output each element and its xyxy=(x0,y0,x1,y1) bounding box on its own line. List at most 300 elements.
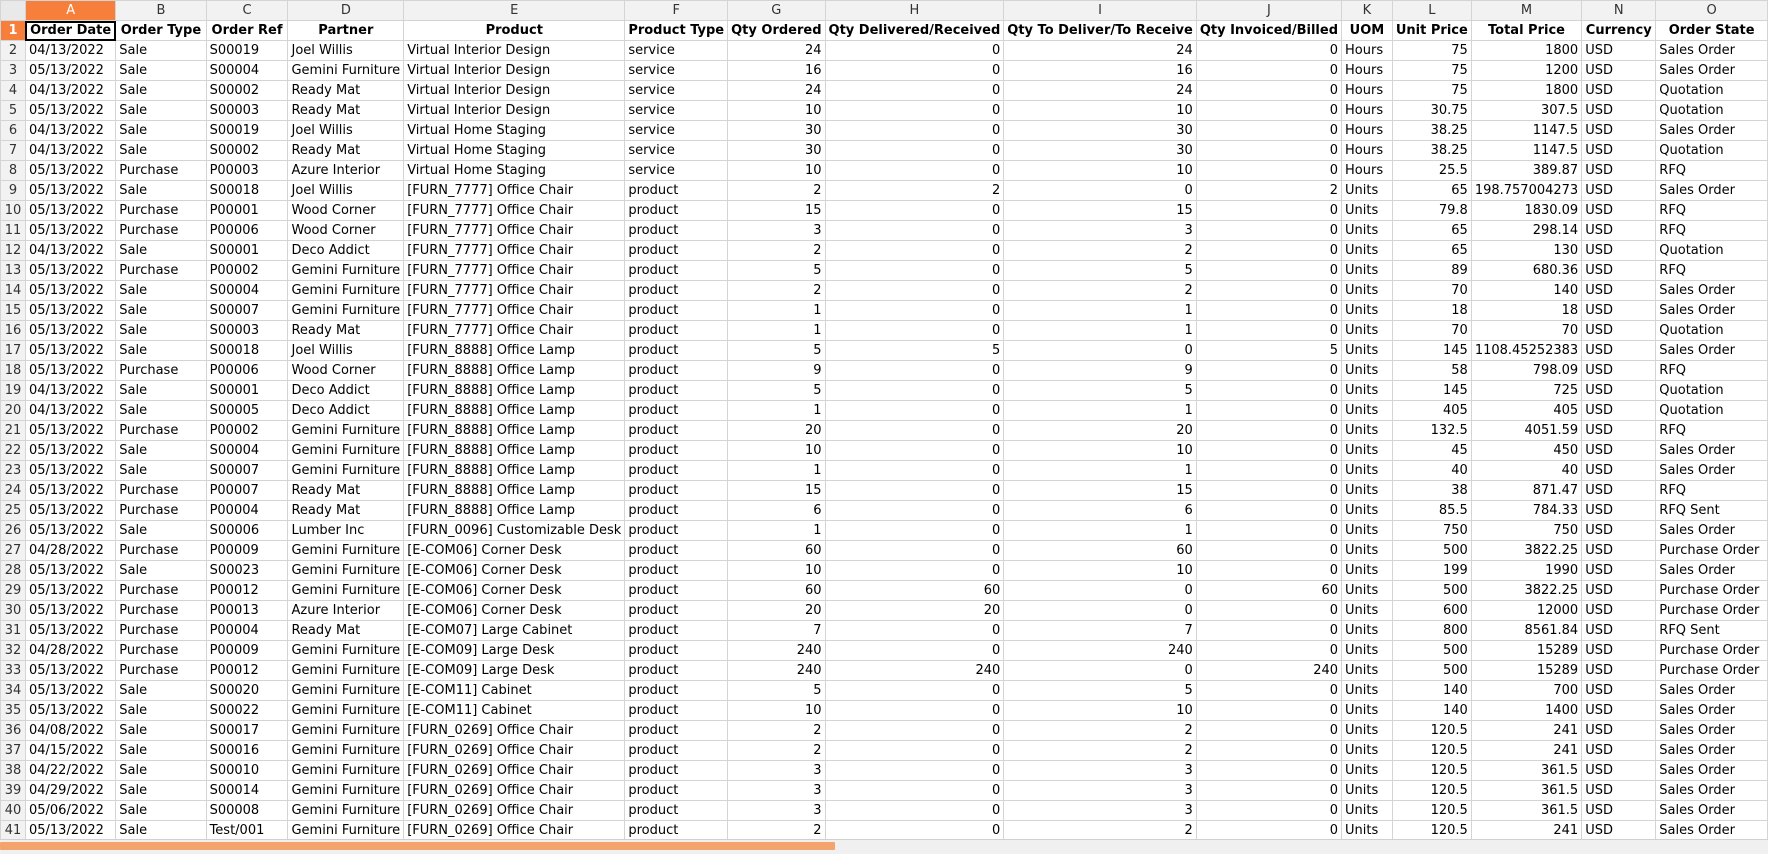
cell[interactable]: S00004 xyxy=(206,441,288,461)
cell[interactable]: 1 xyxy=(1004,461,1197,481)
cell[interactable]: 871.47 xyxy=(1471,481,1581,501)
cell[interactable]: 04/13/2022 xyxy=(25,81,115,101)
cell[interactable]: 10 xyxy=(728,441,825,461)
cell[interactable]: Joel Willis xyxy=(288,41,404,61)
cell[interactable]: 3 xyxy=(1004,781,1197,801)
cell[interactable]: product xyxy=(625,181,728,201)
cell[interactable]: 0 xyxy=(1196,461,1341,481)
cell[interactable]: P00012 xyxy=(206,581,288,601)
column-header-d[interactable]: D xyxy=(288,1,404,21)
horizontal-scroll-thumb[interactable] xyxy=(0,842,835,850)
cell[interactable]: 500 xyxy=(1392,661,1471,681)
cell[interactable]: P00004 xyxy=(206,621,288,641)
cell[interactable]: product xyxy=(625,221,728,241)
cell[interactable]: 0 xyxy=(1196,501,1341,521)
row-header[interactable]: 38 xyxy=(1,761,26,781)
cell[interactable]: 18 xyxy=(1392,301,1471,321)
cell[interactable]: Gemini Furniture xyxy=(288,261,404,281)
cell[interactable]: Quotation xyxy=(1656,321,1768,341)
cell[interactable]: 307.5 xyxy=(1471,101,1581,121)
cell[interactable]: P00006 xyxy=(206,221,288,241)
cell[interactable]: 65 xyxy=(1392,181,1471,201)
cell[interactable]: product xyxy=(625,501,728,521)
cell[interactable]: Sale xyxy=(116,61,206,81)
cell[interactable]: product xyxy=(625,481,728,501)
cell[interactable]: service xyxy=(625,81,728,101)
cell[interactable]: Hours xyxy=(1342,81,1393,101)
cell[interactable]: 70 xyxy=(1471,321,1581,341)
row-header[interactable]: 17 xyxy=(1,341,26,361)
column-header-e[interactable]: E xyxy=(404,1,625,21)
cell[interactable]: 0 xyxy=(1196,401,1341,421)
cell[interactable]: 05/13/2022 xyxy=(25,281,115,301)
cell[interactable]: 1147.5 xyxy=(1471,141,1581,161)
cell[interactable]: 79.8 xyxy=(1392,201,1471,221)
cell[interactable]: 1 xyxy=(728,321,825,341)
cell[interactable]: 04/13/2022 xyxy=(25,121,115,141)
cell[interactable]: S00003 xyxy=(206,101,288,121)
cell[interactable]: Virtual Interior Design xyxy=(404,101,625,121)
cell[interactable]: Sales Order xyxy=(1656,741,1768,761)
cell[interactable]: 05/13/2022 xyxy=(25,101,115,121)
cell[interactable]: [FURN_0269] Office Chair xyxy=(404,721,625,741)
cell[interactable]: 38 xyxy=(1392,481,1471,501)
cell[interactable]: 10 xyxy=(728,101,825,121)
cell[interactable]: Purchase xyxy=(116,221,206,241)
cell[interactable]: 3 xyxy=(1004,761,1197,781)
cell[interactable]: 145 xyxy=(1392,381,1471,401)
row-header[interactable]: 23 xyxy=(1,461,26,481)
cell[interactable]: Purchase xyxy=(116,541,206,561)
cell[interactable]: S00005 xyxy=(206,401,288,421)
cell[interactable]: S00019 xyxy=(206,41,288,61)
cell[interactable]: Sale xyxy=(116,341,206,361)
cell[interactable]: 05/13/2022 xyxy=(25,661,115,681)
cell[interactable]: Sales Order xyxy=(1656,341,1768,361)
cell[interactable]: [E-COM06] Corner Desk xyxy=(404,601,625,621)
cell[interactable]: 500 xyxy=(1392,641,1471,661)
cell[interactable]: P00006 xyxy=(206,361,288,381)
cell[interactable]: Units xyxy=(1342,601,1393,621)
cell[interactable]: 0 xyxy=(1196,101,1341,121)
cell[interactable]: 240 xyxy=(728,641,825,661)
cell[interactable]: S00002 xyxy=(206,141,288,161)
cell[interactable]: [FURN_7777] Office Chair xyxy=(404,301,625,321)
cell[interactable]: P00001 xyxy=(206,201,288,221)
cell[interactable]: 1 xyxy=(728,401,825,421)
cell[interactable]: Gemini Furniture xyxy=(288,761,404,781)
cell[interactable]: 05/13/2022 xyxy=(25,701,115,721)
cell[interactable]: [FURN_8888] Office Lamp xyxy=(404,401,625,421)
cell[interactable]: 0 xyxy=(1196,81,1341,101)
cell[interactable]: Units xyxy=(1342,261,1393,281)
cell[interactable]: Purchase xyxy=(116,661,206,681)
row-header[interactable]: 40 xyxy=(1,801,26,821)
cell[interactable]: 1 xyxy=(1004,321,1197,341)
cell[interactable]: Purchase xyxy=(116,161,206,181)
cell[interactable]: USD xyxy=(1582,321,1656,341)
cell[interactable]: RFQ xyxy=(1656,361,1768,381)
cell[interactable]: Quotation xyxy=(1656,81,1768,101)
row-header[interactable]: 31 xyxy=(1,621,26,641)
cell[interactable]: [E-COM09] Large Desk xyxy=(404,641,625,661)
cell[interactable]: USD xyxy=(1582,441,1656,461)
cell[interactable]: 0 xyxy=(825,41,1004,61)
cell[interactable]: product xyxy=(625,521,728,541)
cell[interactable]: RFQ xyxy=(1656,261,1768,281)
cell[interactable]: 5 xyxy=(728,341,825,361)
cell[interactable]: Wood Corner xyxy=(288,201,404,221)
cell[interactable]: 5 xyxy=(825,341,1004,361)
cell[interactable]: USD xyxy=(1582,541,1656,561)
cell[interactable]: Joel Willis xyxy=(288,181,404,201)
cell[interactable]: Units xyxy=(1342,721,1393,741)
cell[interactable]: 0 xyxy=(1196,821,1341,841)
cell[interactable]: 0 xyxy=(825,141,1004,161)
cell[interactable]: 05/13/2022 xyxy=(25,521,115,541)
cell[interactable]: Gemini Furniture xyxy=(288,781,404,801)
cell[interactable]: 15289 xyxy=(1471,641,1581,661)
cell[interactable]: 0 xyxy=(1196,381,1341,401)
cell[interactable]: 65 xyxy=(1392,241,1471,261)
cell[interactable]: product xyxy=(625,281,728,301)
cell[interactable]: USD xyxy=(1582,421,1656,441)
cell[interactable]: S00018 xyxy=(206,181,288,201)
cell[interactable]: USD xyxy=(1582,561,1656,581)
cell[interactable]: Sales Order xyxy=(1656,801,1768,821)
cell[interactable]: Purchase xyxy=(116,581,206,601)
row-header[interactable]: 12 xyxy=(1,241,26,261)
cell[interactable]: 05/06/2022 xyxy=(25,801,115,821)
cell[interactable]: Units xyxy=(1342,441,1393,461)
cell[interactable]: 0 xyxy=(825,541,1004,561)
cell[interactable]: Purchase xyxy=(116,421,206,441)
cell[interactable]: product xyxy=(625,401,728,421)
cell[interactable]: 75 xyxy=(1392,61,1471,81)
cell[interactable]: 0 xyxy=(1196,721,1341,741)
cell[interactable]: USD xyxy=(1582,621,1656,641)
cell[interactable]: 0 xyxy=(825,301,1004,321)
cell[interactable]: Sales Order xyxy=(1656,461,1768,481)
cell[interactable]: [E-COM06] Corner Desk xyxy=(404,581,625,601)
cell[interactable]: Sale xyxy=(116,721,206,741)
cell[interactable]: 798.09 xyxy=(1471,361,1581,381)
cell[interactable]: 1800 xyxy=(1471,41,1581,61)
cell[interactable]: 1990 xyxy=(1471,561,1581,581)
cell[interactable]: Sales Order xyxy=(1656,121,1768,141)
cell[interactable]: product xyxy=(625,341,728,361)
cell[interactable]: 2 xyxy=(1004,821,1197,841)
cell[interactable]: 05/13/2022 xyxy=(25,201,115,221)
cell[interactable]: 05/13/2022 xyxy=(25,61,115,81)
column-title-cell[interactable]: Currency xyxy=(1582,21,1656,41)
cell[interactable]: USD xyxy=(1582,701,1656,721)
cell[interactable]: 5 xyxy=(728,681,825,701)
cell[interactable]: USD xyxy=(1582,161,1656,181)
cell[interactable]: 05/13/2022 xyxy=(25,341,115,361)
column-header-k[interactable]: K xyxy=(1342,1,1393,21)
cell[interactable]: Joel Willis xyxy=(288,341,404,361)
cell[interactable]: [FURN_8888] Office Lamp xyxy=(404,421,625,441)
cell[interactable]: [FURN_7777] Office Chair xyxy=(404,221,625,241)
cell[interactable]: 240 xyxy=(825,661,1004,681)
row-header[interactable]: 33 xyxy=(1,661,26,681)
cell[interactable]: 30 xyxy=(1004,121,1197,141)
cell[interactable]: 1 xyxy=(1004,521,1197,541)
cell[interactable]: Sale xyxy=(116,401,206,421)
cell[interactable]: 15 xyxy=(1004,201,1197,221)
row-header[interactable]: 21 xyxy=(1,421,26,441)
cell[interactable]: 2 xyxy=(728,821,825,841)
cell[interactable]: Gemini Furniture xyxy=(288,721,404,741)
cell[interactable]: S00003 xyxy=(206,321,288,341)
cell[interactable]: [FURN_7777] Office Chair xyxy=(404,181,625,201)
cell[interactable]: 6 xyxy=(728,501,825,521)
cell[interactable]: 7 xyxy=(728,621,825,641)
cell[interactable]: S00007 xyxy=(206,301,288,321)
row-header[interactable]: 1 xyxy=(1,21,26,41)
cell[interactable]: 0 xyxy=(1004,341,1197,361)
cell[interactable]: service xyxy=(625,121,728,141)
cell[interactable]: 0 xyxy=(825,741,1004,761)
cell[interactable]: product xyxy=(625,681,728,701)
cell[interactable]: 75 xyxy=(1392,41,1471,61)
cell[interactable]: Deco Addict xyxy=(288,381,404,401)
cell[interactable]: [FURN_7777] Office Chair xyxy=(404,241,625,261)
cell[interactable]: USD xyxy=(1582,761,1656,781)
cell[interactable]: Gemini Furniture xyxy=(288,701,404,721)
cell[interactable]: Sale xyxy=(116,41,206,61)
cell[interactable]: Units xyxy=(1342,481,1393,501)
cell[interactable]: Gemini Furniture xyxy=(288,681,404,701)
column-title-cell[interactable]: Total Price xyxy=(1471,21,1581,41)
cell[interactable]: Ready Mat xyxy=(288,141,404,161)
cell[interactable]: 75 xyxy=(1392,81,1471,101)
cell[interactable]: 240 xyxy=(1004,641,1197,661)
column-title-cell[interactable]: Product xyxy=(404,21,625,41)
cell[interactable]: 240 xyxy=(1196,661,1341,681)
cell[interactable]: S00023 xyxy=(206,561,288,581)
cell[interactable]: service xyxy=(625,61,728,81)
row-header[interactable]: 18 xyxy=(1,361,26,381)
cell[interactable]: 04/15/2022 xyxy=(25,741,115,761)
cell[interactable]: 5 xyxy=(1004,681,1197,701)
cell[interactable]: Sale xyxy=(116,281,206,301)
cell[interactable]: product xyxy=(625,241,728,261)
cell[interactable]: P00009 xyxy=(206,541,288,561)
cell[interactable]: 2 xyxy=(728,241,825,261)
cell[interactable]: service xyxy=(625,41,728,61)
column-header-j[interactable]: J xyxy=(1196,1,1341,21)
cell[interactable]: 1 xyxy=(1004,301,1197,321)
cell[interactable]: USD xyxy=(1582,781,1656,801)
cell[interactable]: 38.25 xyxy=(1392,141,1471,161)
cell[interactable]: 0 xyxy=(1196,241,1341,261)
cell[interactable]: 20 xyxy=(728,601,825,621)
cell[interactable]: 3 xyxy=(728,761,825,781)
column-header-b[interactable]: B xyxy=(116,1,206,21)
cell[interactable]: 05/13/2022 xyxy=(25,481,115,501)
cell[interactable]: USD xyxy=(1582,601,1656,621)
cell[interactable]: P00009 xyxy=(206,641,288,661)
cell[interactable]: product xyxy=(625,621,728,641)
cell[interactable]: 0 xyxy=(1196,361,1341,381)
cell[interactable]: 600 xyxy=(1392,601,1471,621)
cell[interactable]: 5 xyxy=(1196,341,1341,361)
cell[interactable]: Units xyxy=(1342,401,1393,421)
cell[interactable]: 0 xyxy=(825,501,1004,521)
cell[interactable]: product xyxy=(625,321,728,341)
cell[interactable]: 0 xyxy=(825,681,1004,701)
column-title-cell[interactable]: Unit Price xyxy=(1392,21,1471,41)
cell[interactable]: [E-COM06] Corner Desk xyxy=(404,561,625,581)
cell[interactable]: Virtual Interior Design xyxy=(404,41,625,61)
cell[interactable]: Units xyxy=(1342,221,1393,241)
cell[interactable]: S00017 xyxy=(206,721,288,741)
cell[interactable]: 05/13/2022 xyxy=(25,321,115,341)
cell[interactable]: 3 xyxy=(1004,221,1197,241)
cell[interactable]: 0 xyxy=(825,241,1004,261)
cell[interactable]: S00010 xyxy=(206,761,288,781)
cell[interactable]: 30.75 xyxy=(1392,101,1471,121)
cell[interactable]: Sale xyxy=(116,141,206,161)
cell[interactable]: 2 xyxy=(1196,181,1341,201)
row-header[interactable]: 28 xyxy=(1,561,26,581)
cell[interactable]: 0 xyxy=(825,221,1004,241)
cell[interactable]: Sale xyxy=(116,701,206,721)
cell[interactable]: Ready Mat xyxy=(288,481,404,501)
cell[interactable]: 0 xyxy=(1196,41,1341,61)
cell[interactable]: 140 xyxy=(1392,701,1471,721)
cell[interactable]: Gemini Furniture xyxy=(288,561,404,581)
select-all-corner[interactable] xyxy=(1,1,26,21)
row-header[interactable]: 22 xyxy=(1,441,26,461)
cell[interactable]: Gemini Furniture xyxy=(288,661,404,681)
cell[interactable]: 0 xyxy=(825,361,1004,381)
cell[interactable]: Sale xyxy=(116,321,206,341)
row-header[interactable]: 19 xyxy=(1,381,26,401)
cell[interactable]: Sales Order xyxy=(1656,61,1768,81)
cell[interactable]: Azure Interior xyxy=(288,161,404,181)
cell[interactable]: Sale xyxy=(116,781,206,801)
cell[interactable]: S00018 xyxy=(206,341,288,361)
row-header[interactable]: 32 xyxy=(1,641,26,661)
cell[interactable]: Sales Order xyxy=(1656,181,1768,201)
cell[interactable]: 0 xyxy=(825,321,1004,341)
cell[interactable]: USD xyxy=(1582,341,1656,361)
cell[interactable]: USD xyxy=(1582,221,1656,241)
column-header-h[interactable]: H xyxy=(825,1,1004,21)
cell[interactable]: 05/13/2022 xyxy=(25,221,115,241)
cell[interactable]: 0 xyxy=(1196,541,1341,561)
cell[interactable]: 241 xyxy=(1471,821,1581,841)
cell[interactable]: 389.87 xyxy=(1471,161,1581,181)
column-title-cell[interactable]: Qty Delivered/Received xyxy=(825,21,1004,41)
cell[interactable]: 3 xyxy=(728,801,825,821)
cell[interactable]: S00004 xyxy=(206,61,288,81)
cell[interactable]: 04/13/2022 xyxy=(25,41,115,61)
cell[interactable]: 0 xyxy=(1196,681,1341,701)
cell[interactable]: Purchase Order xyxy=(1656,541,1768,561)
cell[interactable]: S00022 xyxy=(206,701,288,721)
cell[interactable]: Deco Addict xyxy=(288,241,404,261)
cell[interactable]: Sale xyxy=(116,381,206,401)
column-title-cell[interactable]: Partner xyxy=(288,21,404,41)
cell[interactable]: 6 xyxy=(1004,501,1197,521)
cell[interactable]: 750 xyxy=(1392,521,1471,541)
cell[interactable]: 0 xyxy=(1196,161,1341,181)
cell[interactable]: USD xyxy=(1582,641,1656,661)
cell[interactable]: USD xyxy=(1582,401,1656,421)
cell[interactable]: 1147.5 xyxy=(1471,121,1581,141)
cell[interactable]: [FURN_8888] Office Lamp xyxy=(404,441,625,461)
cell[interactable]: 04/13/2022 xyxy=(25,381,115,401)
cell[interactable]: [FURN_8888] Office Lamp xyxy=(404,481,625,501)
cell[interactable]: Purchase xyxy=(116,481,206,501)
row-header[interactable]: 6 xyxy=(1,121,26,141)
cell[interactable]: 8561.84 xyxy=(1471,621,1581,641)
cell[interactable]: 0 xyxy=(825,481,1004,501)
row-header[interactable]: 3 xyxy=(1,61,26,81)
cell[interactable]: 7 xyxy=(1004,621,1197,641)
cell[interactable]: 241 xyxy=(1471,741,1581,761)
cell[interactable]: 24 xyxy=(1004,41,1197,61)
cell[interactable]: Hours xyxy=(1342,161,1393,181)
cell[interactable]: 05/13/2022 xyxy=(25,501,115,521)
cell[interactable]: 10 xyxy=(1004,441,1197,461)
cell[interactable]: 10 xyxy=(728,701,825,721)
cell[interactable]: 750 xyxy=(1471,521,1581,541)
column-header-f[interactable]: F xyxy=(625,1,728,21)
cell[interactable]: 0 xyxy=(825,821,1004,841)
cell[interactable]: Units xyxy=(1342,341,1393,361)
cell[interactable]: 30 xyxy=(1004,141,1197,161)
cell[interactable]: 24 xyxy=(1004,81,1197,101)
cell[interactable]: 30 xyxy=(728,141,825,161)
row-header[interactable]: 13 xyxy=(1,261,26,281)
column-title-cell[interactable]: Order State xyxy=(1656,21,1768,41)
cell[interactable]: 1830.09 xyxy=(1471,201,1581,221)
cell[interactable]: Sale xyxy=(116,521,206,541)
cell[interactable]: service xyxy=(625,141,728,161)
cell[interactable]: 5 xyxy=(728,381,825,401)
cell[interactable]: S00002 xyxy=(206,81,288,101)
cell[interactable]: 0 xyxy=(825,381,1004,401)
cell[interactable]: 800 xyxy=(1392,621,1471,641)
column-header-l[interactable]: L xyxy=(1392,1,1471,21)
cell[interactable]: 15289 xyxy=(1471,661,1581,681)
cell[interactable]: Gemini Furniture xyxy=(288,801,404,821)
cell[interactable]: 700 xyxy=(1471,681,1581,701)
column-header-n[interactable]: N xyxy=(1582,1,1656,21)
cell[interactable]: Purchase Order xyxy=(1656,601,1768,621)
cell[interactable]: S00016 xyxy=(206,741,288,761)
cell[interactable]: 04/22/2022 xyxy=(25,761,115,781)
cell[interactable]: 05/13/2022 xyxy=(25,161,115,181)
cell[interactable]: Purchase Order xyxy=(1656,581,1768,601)
cell[interactable]: Purchase Order xyxy=(1656,641,1768,661)
row-header[interactable]: 5 xyxy=(1,101,26,121)
row-header[interactable]: 8 xyxy=(1,161,26,181)
cell[interactable]: 405 xyxy=(1471,401,1581,421)
cell[interactable]: Sale xyxy=(116,241,206,261)
cell[interactable]: 784.33 xyxy=(1471,501,1581,521)
cell[interactable]: 198.757004273 xyxy=(1471,181,1581,201)
cell[interactable]: product xyxy=(625,821,728,841)
cell[interactable]: 15 xyxy=(1004,481,1197,501)
cell[interactable]: 9 xyxy=(1004,361,1197,381)
cell[interactable]: 0 xyxy=(1196,701,1341,721)
